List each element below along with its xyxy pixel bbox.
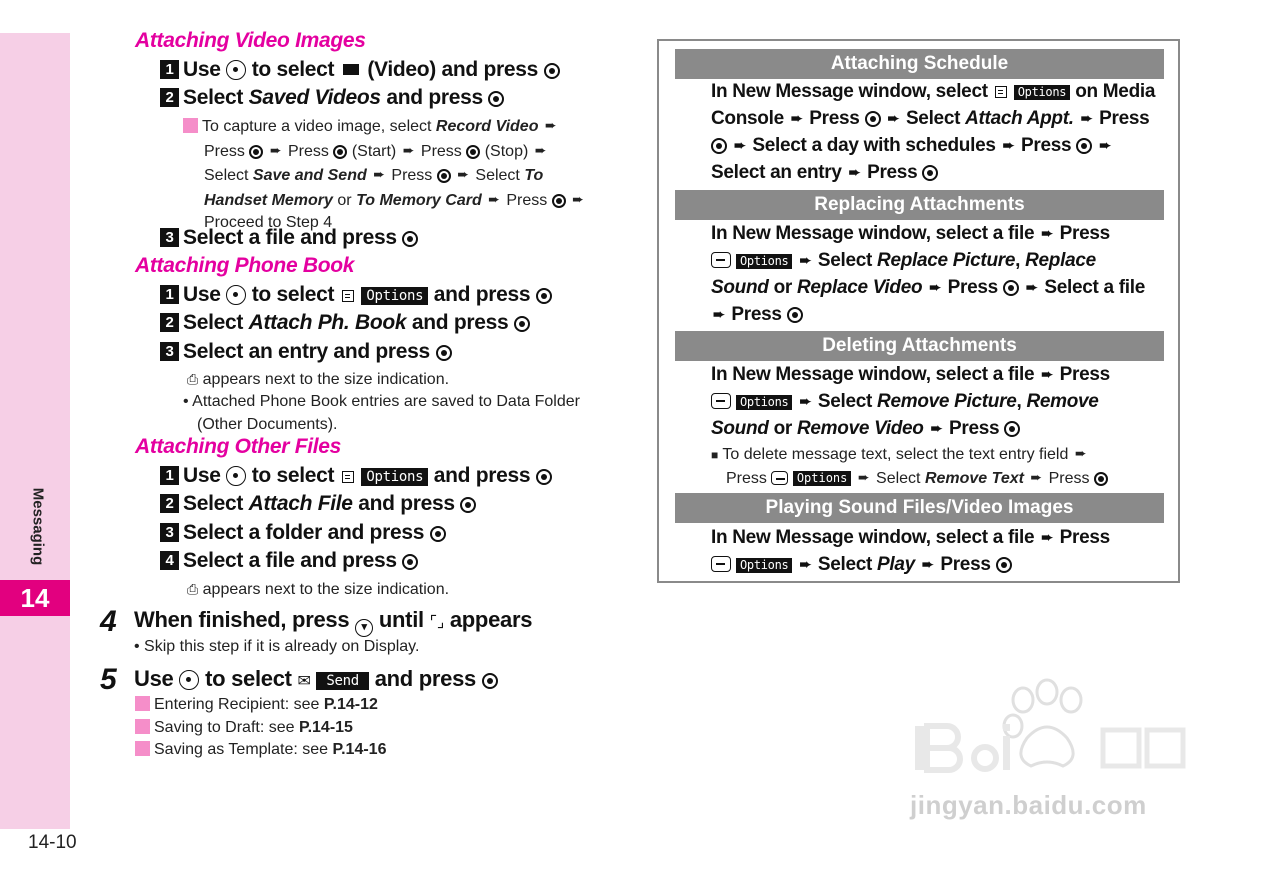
section-label: Messaging [29, 487, 47, 566]
link-entering-recipient[interactable]: Entering Recipient: see P.14-12 [135, 696, 378, 714]
arrow-icon: ➨ [1041, 366, 1053, 382]
arrow-icon: ➨ [1025, 279, 1038, 295]
phonebook-bullet: • Attached Phone Book entries are saved to Data Folder (Other Documents). [183, 393, 580, 433]
center-key-icon [544, 63, 560, 79]
paperclip-icon: ⎙ [187, 581, 199, 597]
options-softkey-icon: Options [361, 468, 428, 486]
center-key-icon [1003, 280, 1019, 296]
other-step-4: 4 Select a file and press [160, 549, 418, 573]
center-key-icon [514, 316, 530, 332]
softkey-icon [711, 556, 731, 572]
menu-icon [342, 290, 354, 302]
softkey-icon [771, 471, 788, 485]
arrow-icon: ➨ [1030, 469, 1043, 485]
playing-body: In New Message window, select a file ➨ Press Options ➨ Select Play ➨ Press [711, 524, 1167, 578]
nav-key-icon [226, 285, 246, 305]
schedule-header: Attaching Schedule [675, 49, 1164, 79]
arrow-icon: ➨ [848, 164, 861, 180]
video-film-icon [343, 64, 359, 75]
arrow-icon: ➨ [799, 556, 811, 572]
center-key-icon [333, 145, 347, 159]
center-key-icon [460, 497, 476, 513]
center-key-icon [1004, 421, 1020, 437]
arrow-icon: ➨ [733, 137, 746, 153]
video-step-2: 2 Select Saved Videos and press [160, 86, 504, 110]
center-key-icon [249, 145, 263, 159]
nav-key-icon [226, 60, 246, 80]
arrow-icon: ➨ [1041, 529, 1053, 545]
note-square-icon [135, 719, 150, 734]
arrow-icon: ➨ [373, 166, 385, 182]
arrow-icon: ➨ [1002, 137, 1015, 153]
step-5-text: Use to select ✉ Send and press [134, 666, 498, 692]
nav-key-icon [179, 670, 199, 690]
arrow-icon: ➨ [930, 420, 943, 436]
options-softkey-icon: Options [736, 395, 792, 410]
other-note: ⎙ appears next to the size indication. [187, 581, 450, 598]
deleting-body: In New Message window, select a file ➨ Press Options ➨ Select Remove Picture, Remove Sound or Remove Video ➨ Press [711, 361, 1167, 442]
arrow-icon: ➨ [887, 110, 899, 126]
phonebook-step-3: 3 Select an entry and press [160, 340, 452, 364]
other-step-1: 1 Use to select Options and press [160, 464, 552, 488]
arrow-icon: ➨ [457, 166, 469, 182]
square-bullet-icon: ■ [711, 448, 719, 462]
other-section-title: Attaching Other Files [135, 435, 342, 458]
options-softkey-icon: Options [1014, 85, 1070, 100]
arrow-icon: ➨ [1080, 110, 1093, 126]
center-key-icon [482, 673, 498, 689]
softkey-icon [711, 252, 731, 268]
phonebook-note: ⎙ appears next to the size indication. [187, 371, 450, 388]
step-5-number: 5 [100, 663, 117, 696]
menu-icon [342, 471, 354, 483]
arrow-icon: ➨ [534, 141, 547, 158]
arrow-icon: ➨ [1099, 137, 1111, 153]
arrow-icon: ➨ [799, 252, 811, 268]
arrow-icon: ➨ [544, 117, 557, 133]
options-softkey-icon: Options [793, 471, 852, 486]
video-section-title: Attaching Video Images [135, 29, 366, 52]
center-key-icon [402, 231, 418, 247]
center-key-icon [1094, 472, 1108, 486]
arrow-icon: ➨ [713, 306, 725, 322]
arrow-icon: ➨ [1074, 445, 1087, 461]
arrow-icon: ➨ [488, 190, 500, 207]
arrow-icon: ➨ [929, 279, 941, 295]
options-softkey-icon: Options [361, 287, 428, 305]
replacing-body: In New Message window, select a file ➨ Press Options ➨ Select Replace Picture, Replace Sound or Replace Video ➨ Press ➨ Select a file ➨ Press [711, 220, 1167, 328]
paperclip-icon: ⎙ [187, 371, 199, 387]
arrow-icon: ➨ [1041, 225, 1053, 241]
send-softkey-icon: Send [316, 672, 369, 690]
menu-icon [995, 86, 1007, 98]
arrow-icon: ➨ [857, 469, 870, 485]
other-step-2: 2 Select Attach File and press [160, 492, 476, 516]
schedule-body: In New Message window, select Options on Media Console ➨ Press ➨ Select Attach Appt. ➨ Press ➨ Select a day with schedules ➨ Press ➨ Select an entry ➨ Press [711, 81, 1156, 183]
deleting-header: Deleting Attachments [675, 331, 1164, 361]
arrow-icon: ➨ [799, 393, 811, 409]
cursor-frame-icon: ⌜⌟ [429, 614, 445, 631]
center-key-icon [402, 554, 418, 570]
note-square-icon [135, 741, 150, 756]
center-key-icon [996, 557, 1012, 573]
center-key-icon [865, 111, 881, 127]
note-square-icon [135, 696, 150, 711]
arrow-icon: ➨ [572, 190, 584, 207]
link-saving-template[interactable]: Saving as Template: see P.14-16 [135, 741, 386, 759]
center-key-icon [922, 165, 938, 181]
center-key-icon [536, 288, 552, 304]
center-key-icon [1076, 138, 1092, 154]
chapter-tab: 14 [0, 580, 70, 616]
chapter-sidebar [0, 33, 70, 829]
phonebook-step-2: 2 Select Attach Ph. Book and press [160, 311, 530, 335]
nav-key-icon [226, 466, 246, 486]
center-key-icon [436, 345, 452, 361]
arrow-icon: ➨ [402, 141, 415, 158]
arrow-icon: ➨ [269, 141, 282, 158]
step-4-text: When finished, press ▾ until ⌜⌟ appears [134, 607, 532, 637]
envelope-icon: ✉ [297, 673, 311, 690]
step-4-bullet: • Skip this step if it is already on Display. [134, 638, 420, 655]
center-key-icon [466, 145, 480, 159]
options-softkey-icon: Options [736, 558, 792, 573]
down-key-icon: ▾ [355, 619, 373, 637]
link-saving-draft[interactable]: Saving to Draft: see P.14-15 [135, 719, 353, 737]
softkey-icon [711, 393, 731, 409]
options-softkey-icon: Options [736, 254, 792, 269]
center-key-icon [552, 194, 566, 208]
video-step-3: 3 Select a file and press [160, 226, 418, 250]
phonebook-section-title: Attaching Phone Book [135, 254, 355, 277]
step-4-number: 4 [100, 605, 117, 638]
center-key-icon [430, 526, 446, 542]
replacing-header: Replacing Attachments [675, 190, 1164, 220]
playing-header: Playing Sound Files/Video Images [675, 493, 1164, 523]
watermark-url: jingyan.baidu.com [910, 790, 1147, 820]
arrow-icon: ➨ [790, 110, 803, 126]
note-square-icon [183, 118, 198, 133]
arrow-icon: ➨ [921, 556, 934, 572]
other-step-3: 3 Select a folder and press [160, 521, 446, 545]
center-key-icon [536, 469, 552, 485]
deleting-note: ■ To delete message text, select the text entry field ➨ Press Options ➨ Select Remove Text ➨ Press [711, 442, 1151, 490]
center-key-icon [488, 91, 504, 107]
center-key-icon [437, 169, 451, 183]
video-step-1: 1 Use to select (Video) and press [160, 58, 560, 82]
center-key-icon [711, 138, 727, 154]
center-key-icon [787, 307, 803, 323]
page-number: 14-10 [28, 832, 77, 853]
phonebook-step-1: 1 Use to select Options and press [160, 283, 552, 307]
video-capture-note: To capture a video image, select Record Video ➨ Press ➨ Press (Start) ➨ Press (Stop) ➨ Select Save and Send ➨ Press ➨ Select To Handset Memory or To Memory Card ➨ Press ➨ Proceed to Step 4 [183, 114, 633, 235]
